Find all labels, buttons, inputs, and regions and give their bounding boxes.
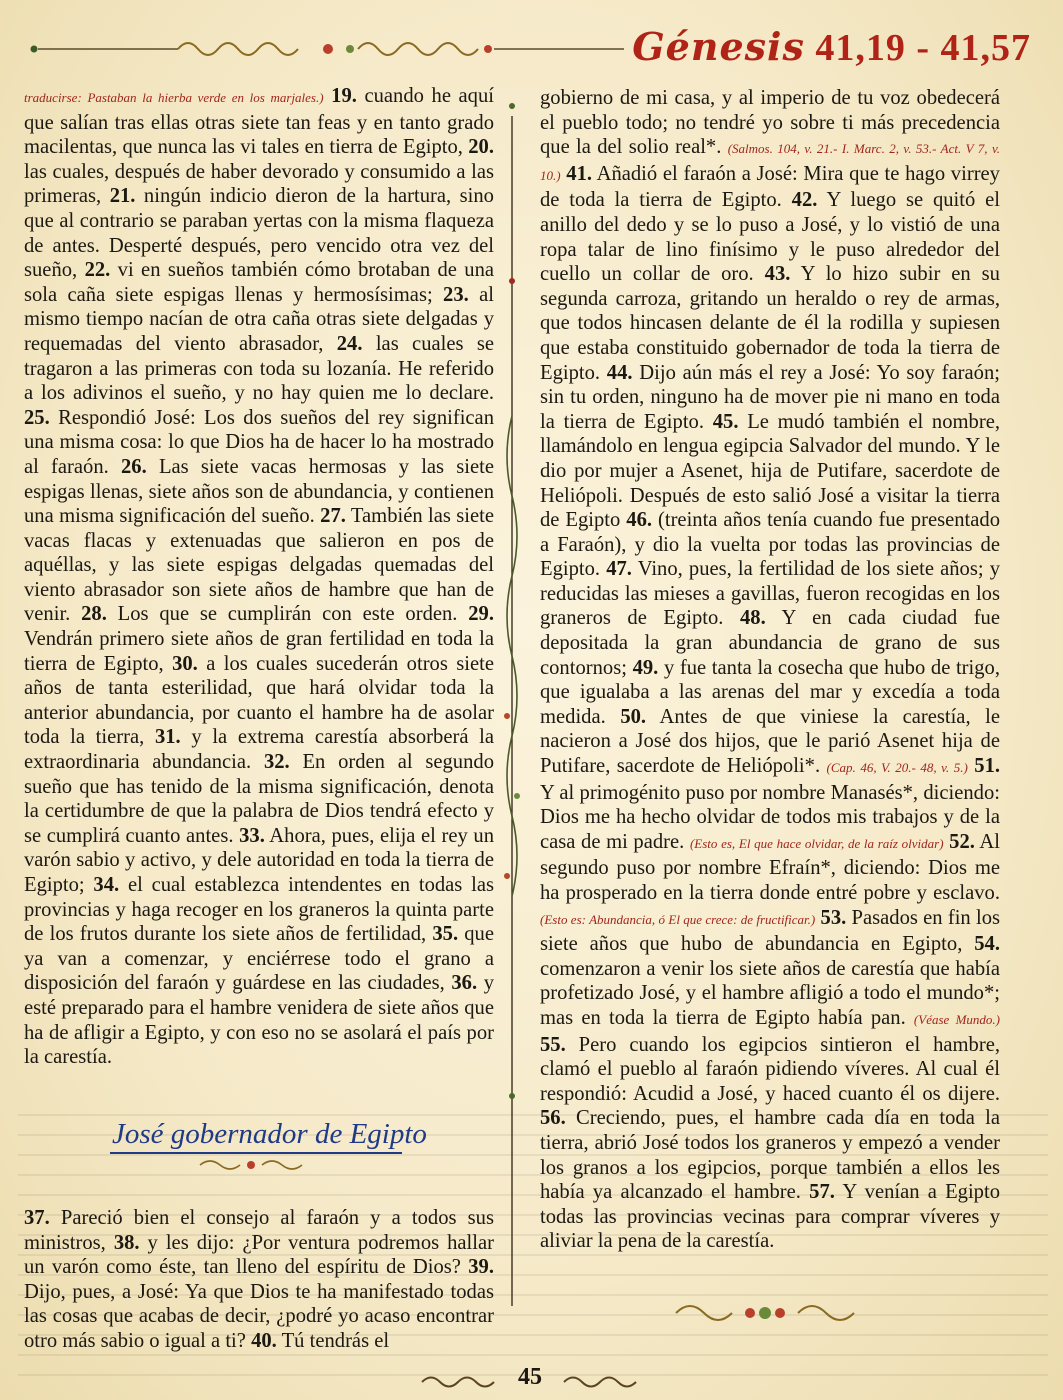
verse-number: 54. <box>974 933 1000 956</box>
verse-number: 32. <box>263 751 290 774</box>
section-heading: José gobernador de Egipto <box>112 1118 427 1150</box>
verse-text: Le mudó también el nombre, llamándolo en lengua egipcia Salvador del mundo. Y le dio por mujer a Asenet, hija de Putifare, sacerdote de Heliópoli. Después de esto salió José a visitar la tierra de Egipto <box>540 410 1000 532</box>
verse-text: Los que se cumplirán con este orden. <box>106 603 469 626</box>
verse-number: 40. <box>251 1329 277 1352</box>
verse-number: 29. <box>468 603 494 626</box>
verse-number: 56. <box>540 1107 566 1130</box>
book-title: Génesis <box>632 24 805 69</box>
verse-text: al mismo tiempo nacían de otra caña otras siete delgadas y requemadas del viento abrasador, <box>24 283 494 355</box>
verse-number: 21. <box>109 185 136 208</box>
left-column-text-2 <box>24 1206 494 1354</box>
verse-number: 23. <box>443 283 469 306</box>
chapter-end-ornament-icon <box>670 1296 860 1330</box>
verse-text: Y en cada ciudad fue depositada la gran abundancia de grano de sus contornos; <box>540 607 1000 679</box>
section-flourish-ornament-icon <box>196 1155 306 1175</box>
verse-number: 48. <box>739 607 766 630</box>
running-head <box>632 24 1031 70</box>
verse-number: 26. <box>121 455 147 478</box>
verse-text: Vino, pues, la fertilidad de los siete años; y reducidas las mieses a gavillas, fueron recogidas en los graneros de Egipto. <box>540 558 1000 630</box>
right-column <box>540 86 1000 1254</box>
verse-text: vi en sueños también cómo brotaban de una sola caña siete espigas llenas y hermosísimas; <box>24 259 495 306</box>
verse-text: (treinta años tenía cuando fue presentado a Faraón), y dio la vuelta por todas las provincias de Egipto. <box>540 509 1000 581</box>
verse-number: 27. <box>320 505 346 528</box>
verse-text: También las siete vacas flacas y extenuadas que salieron en pos de aquéllas, y las siete espigas delgadas quemadas del viento abrasador son siete años de hambre que han de venir. <box>24 505 494 626</box>
column-divider-ornament-icon <box>500 96 524 1316</box>
verse-number: 44. <box>606 361 633 384</box>
verse-number: 22. <box>84 259 111 282</box>
verse-number: 34. <box>93 874 120 896</box>
verse-text: Ahora, pues, elija el rey un varón sabio y activo, y dele autoridad en toda la tierra de Egipto; <box>24 824 494 896</box>
verse-text: Y luego se quitó el anillo del dedo y se lo puso a José, y lo vistió de una ropa talar de lino finísimo y le puso alrededor del cuello un collar de oro. <box>540 189 1000 286</box>
verse-text: Dijo, pues, a José: Ya que Dios te ha manifestado todas las cosas que acabas de decir, ¿podré yo acaso encontrar otro más sabio o igual a ti? <box>24 1280 494 1352</box>
verse-number: 20. <box>468 136 494 159</box>
verse-text: Vendrán primero siete años de gran fertilidad en toda la tierra de Egipto, <box>24 628 494 675</box>
verse-text: Pareció bien el consejo al faraón y a todos sus ministros, <box>24 1207 494 1254</box>
verse-text: Y al primogénito puso por nombre Manasés*, diciendo: Dios me ha hecho olvidar de todos mis trabajos y de la casa de mi padre. <box>540 781 1000 853</box>
section-heading-rule <box>110 1152 402 1154</box>
verse-text: Las siete vacas hermosas y las siete espigas llenas, siete años son de abundancia, y contienen una misma significación del sueño. <box>24 455 495 528</box>
verse-text: y fue tanta la cosecha que hubo de trigo, que igualaba a las arenas del mar y excedía a toda medida. <box>540 656 1001 728</box>
verse-number: 57. <box>809 1181 835 1204</box>
left-column-bottom <box>24 1206 494 1354</box>
verse-number: 31. <box>154 726 181 749</box>
verse-text: Pero cuando los egipcios sintieron el hambre, clamó el pueblo al faraón pidiendo víveres. Al cual él respondió: Acudid a José, y haced cuanto él os dijere. <box>540 1033 1000 1105</box>
verse-text: el cual establezca intendentes en todas las provincias y haga recoger en los graneros la quinta parte de los frutos durante los siete años de fertilidad, <box>24 874 494 946</box>
verse-number: 45. <box>712 410 739 433</box>
verse-text: y la extrema carestía absorberá la extraordinaria abundancia. <box>24 726 494 774</box>
left-column-text <box>24 84 494 1070</box>
header-flourish-ornament-icon <box>28 34 628 64</box>
verse-number: 53. <box>820 906 847 929</box>
verse-number: 36. <box>451 972 478 995</box>
verse-text: Pasados en fin los siete años que hubo de abundancia en Egipto, <box>540 906 1000 956</box>
verse-number: 35. <box>432 923 459 946</box>
verse-text: Y lo hizo subir en su segunda carroza, gritando un heraldo o rey de armas, que todos hincasen delante de él la rodilla y supiesen que estaba constituido gobernador de toda la tierra de Egipto. <box>540 263 1000 384</box>
footer-right-flourish-icon <box>560 1372 640 1392</box>
cross-reference-note-mundo: (Véase Mundo.) <box>913 1011 1000 1027</box>
left-column <box>24 84 494 1070</box>
verse-text: que ya van a comenzar, y enciérrese todo el grano a disposición del faraón y guárdese en las ciudades, <box>24 923 494 995</box>
cross-reference-note-1: (Salmos. 104, v. 21.- I. Marc. 2, v. 53.- Act. V 7, v. 10.) <box>540 141 1000 183</box>
verse-number: 19. <box>331 85 357 107</box>
verse-number: 25. <box>24 406 50 429</box>
verse-number: 24. <box>336 332 363 355</box>
page-header <box>0 0 1063 88</box>
etymology-note-manases: (Esto es, El que hace olvidar, de la raíz olvidar) <box>689 835 944 851</box>
verse-text: Dijo aún más el rey a José: Yo soy faraón; sin tu orden, ninguno ha de mover pie ni mano en toda la tierra de Egipto. <box>540 361 1000 433</box>
verse-number: 43. <box>764 263 791 286</box>
right-column-opening: gobierno de mi casa, y al imperio de tu voz obedecerá el pueblo todo; no tendré yo sobre ti más precedencia que la del solio real*. <box>540 87 1000 159</box>
verse-number: 39. <box>468 1256 494 1279</box>
verse-text: Al segundo puso por nombre Efraín*, diciendo: Dios me ha prosperado en la tierra donde entré pobre y esclavo. <box>540 830 1000 904</box>
footer-left-flourish-icon <box>418 1372 498 1392</box>
verse-number: 33. <box>239 824 265 847</box>
verse-text: Y venían a Egipto todas las provincias vecinas para comprar víveres y aliviar la pena de la carestía. <box>540 1181 1000 1253</box>
verse-number: 30. <box>172 652 198 675</box>
verse-text: las cuales se tragaron a las primeras con toda su lozanía. He referido a los adivinos el sueño, y no hay quien me lo declare. <box>24 332 495 405</box>
verse-number: 41. <box>566 162 593 185</box>
chapter-range: 41,19 - 41,57 <box>815 27 1031 69</box>
verse-text: comenzaron a venir los siete años de carestía que había profetizado José, y el hambre afligió a todo el mundo*; mas en toda la tierra de Egipto había pan. <box>540 957 1000 1029</box>
verse-text: Creciendo, pues, el hambre cada día en toda la tierra, abrió José todos los graneros y empezó a vender los granos a los egipcios, porque también a ellos les había ya alcanzado el hambre. <box>540 1107 1000 1204</box>
verse-number: 38. <box>113 1231 140 1254</box>
verse-text: Respondió José: Los dos sueños del rey significan una misma cosa: lo que Dios ha de hacer lo ha mostrado al faraón. <box>24 406 494 478</box>
verse-text: Añadió el faraón a José: Mira que te hago virrey de toda la tierra de Egipto. <box>540 162 1000 212</box>
verse-number: 55. <box>540 1033 566 1056</box>
verse-number: 49. <box>632 656 659 679</box>
verse-number: 28. <box>81 603 107 626</box>
verse-text: Tú tendrás el <box>276 1329 390 1352</box>
verse-text: Antes de que viniese la carestía, le nacieron a José dos hijos, que le parió Asenet hija de Putifare, sacerdote de Heliópoli*. <box>540 705 1000 778</box>
verse-number: 52. <box>949 830 975 853</box>
etymology-note-efrain: (Esto es: Abundancia, ó El que crece: de fructificar.) <box>540 911 816 927</box>
verse-number: 42. <box>791 189 818 212</box>
verse-number: 37. <box>24 1207 50 1229</box>
verse-number: 50. <box>620 705 647 728</box>
verse-text: y esté preparado para el hambre venidera de siete años que ha de afligir a Egipto, y con eso no se asolará el país por la carestía. <box>24 972 494 1069</box>
verse-number: 46. <box>626 509 653 532</box>
cross-reference-note-2: (Cap. 46, V. 20.- 48, v. 5.) <box>826 760 968 776</box>
verse-text: cuando he aquí que salían tras ellas otras siete tan feas y en tanto grado macilentas, que nunca las vi tales en tierra de Egipto, <box>24 85 494 159</box>
verse-number: 51. <box>974 755 1001 778</box>
verse-text: ningún indicio dieron de la hartura, sino que al contrario se paraban yertas con la misma flaqueza de antes. Desperté después, pero vencido otra vez del sueño, <box>24 185 494 282</box>
verse-text: En orden al segundo sueño que has tenido de la misma significación, denota la certidumbre de que la palabra de Dios tendrá efecto y se cumplirá cuanto antes. <box>24 751 494 847</box>
verse-number: 47. <box>606 558 632 581</box>
verse-text: a los cuales sucederán otros siete años de tanta esterilidad, que hará olvidar toda la anterior abundancia, por cuanto el hambre ha de asolar toda la tierra, <box>24 652 494 749</box>
translation-note: traducirse: Pastaban la hierba verde en los marjales.) <box>24 90 324 105</box>
verse-text: las cuales, después de haber devorado y consumido a las primeras, <box>24 160 494 208</box>
page-number: 45 <box>518 1364 542 1390</box>
page-footer <box>400 1366 660 1396</box>
verse-text: y les dijo: ¿Por ventura podremos hallar un varón como éste, tan lleno del espíritu de Dios? <box>24 1231 494 1279</box>
right-column-text <box>540 86 1000 1254</box>
